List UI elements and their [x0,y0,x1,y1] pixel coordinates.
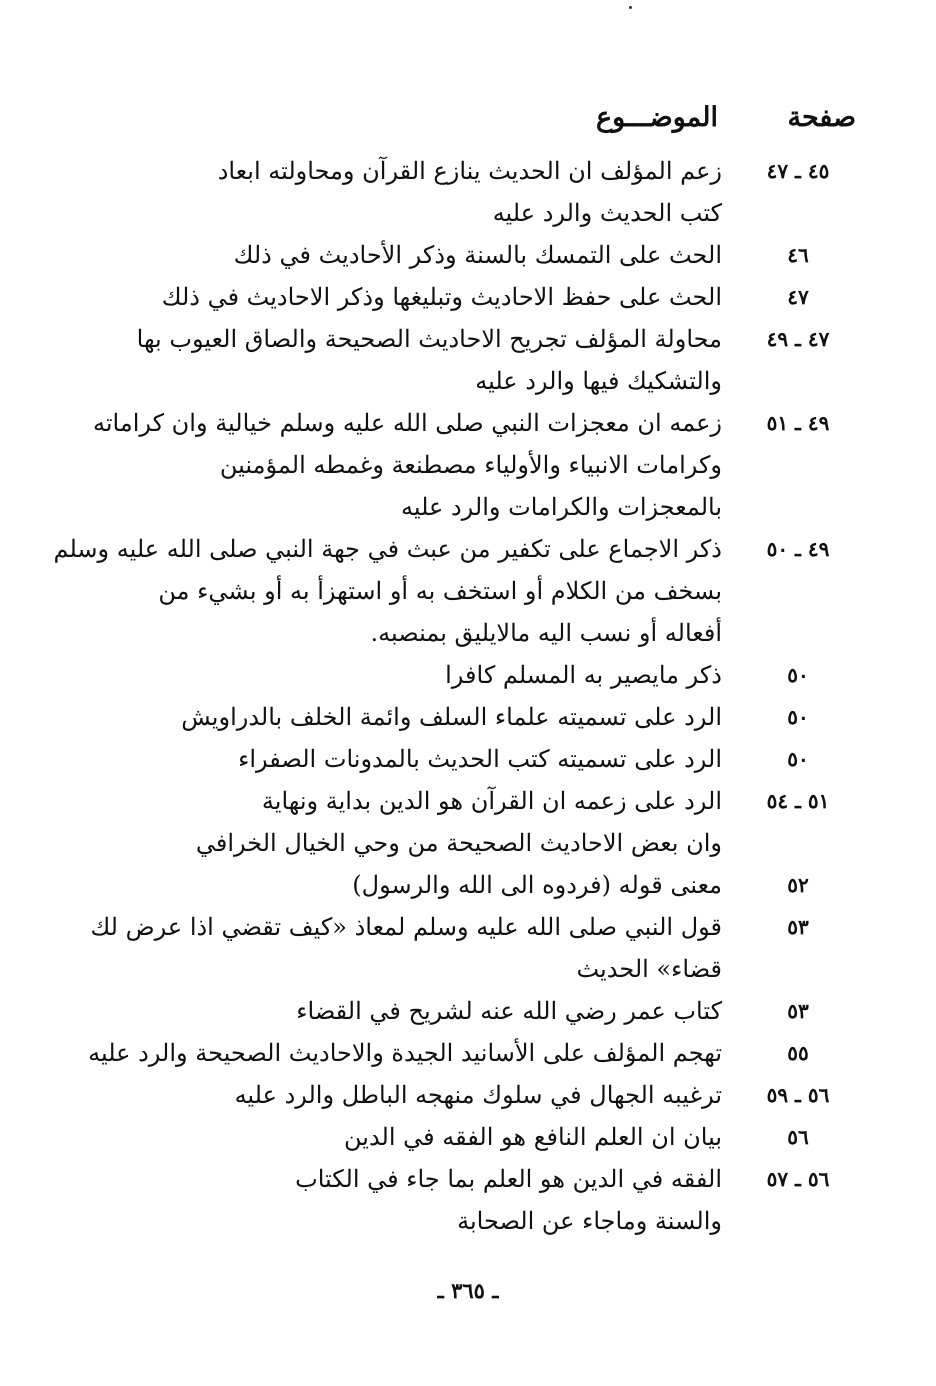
entry-topic-line: الرد على تسميته كتب الحديث بالمدونات الصفراء [238,745,722,773]
entry-page-range: ٤٧ ـ ٤٩ [766,327,830,351]
entry-topic-line: محاولة المؤلف تجريح الاحاديث الصحيحة والصاق العيوب بها [136,325,722,353]
index-entry [0,402,936,528]
entry-topic-line: الفقه في الدين هو العلم بما جاء في الكتاب [295,1165,722,1193]
entry-page-range: ٥٠ [787,705,809,729]
entry-topic-line: قول النبي صلى الله عليه وسلم لمعاذ «كيف تقضي اذا عرض لك [90,913,722,941]
entry-topic-line: ذكر مايصير به المسلم كافرا [445,661,722,689]
entry-topic-line: أفعاله أو نسب اليه مالايليق بمنصبه. [370,619,722,647]
index-entry [0,318,936,402]
entry-topic-line: الرد على زعمه ان القرآن هو الدين بداية ونهاية [261,787,722,815]
entry-topic [60,906,722,990]
entry-page-range: ٥٠ [787,663,809,687]
index-entry [0,654,936,696]
entry-topic-line: والسنة وماجاء عن الصحابة [457,1207,722,1235]
index-entry [0,864,936,906]
index-entry [0,906,936,990]
index-entry [0,990,936,1032]
index-header [0,102,936,146]
entry-topic [60,864,722,906]
entry-topic-line: كتاب عمر رضي الله عنه لشريح في القضاء [296,997,722,1025]
index-entry [0,780,936,864]
entry-topic [60,318,722,402]
entry-page-range: ٥٦ ـ ٥٧ [766,1167,830,1191]
entry-topic-line: معنى قوله (فردوه الى الله والرسول) [352,871,722,899]
entry-page-range: ٤٦ [787,243,809,267]
entry-topic-line: ترغيبه الجهال في سلوك منهجه الباطل والرد عليه [234,1081,722,1109]
entry-topic-line: ذكر الاجماع على تكفير من عبث في جهة النبي صلى الله عليه وسلم [53,535,722,563]
entry-topic-line: وكرامات الانبياء والأولياء مصطنعة وغمطه المؤمنين [219,451,722,479]
entry-page-range: ٥٥ [787,1041,809,1065]
index-entry [0,150,936,234]
index-entry [0,276,936,318]
entry-page-range: ٤٥ ـ ٤٧ [766,159,830,183]
index-entry [0,1158,936,1242]
entry-topic [60,402,722,528]
entry-topic-line: الحث على التمسك بالسنة وذكر الأحاديث في ذلك [233,241,722,269]
entry-page-range: ٤٩ ـ ٥٠ [766,537,830,561]
entry-page-range: ٤٧ [787,285,809,309]
entry-topic [60,276,722,318]
index-entry [0,234,936,276]
topic-column-heading: الموضـــوع [595,102,718,133]
entry-topic-line: كتب الحديث والرد عليه [492,199,722,227]
entry-topic-line: الرد على تسميته علماء السلف وائمة الخلف بالدراويش [181,703,722,731]
entry-topic-line: بسخف من الكلام أو استخف به أو استهزأ به أو بشيء من [158,577,722,605]
entry-page-range: ٥٣ [787,915,809,939]
entry-topic-line: قضاء» الحديث [576,955,722,983]
index-entry [0,528,936,654]
entry-page-range: ٥٢ [787,873,809,897]
entry-topic [60,654,722,696]
entry-topic [60,1032,722,1074]
entry-page-range: ٥٣ [787,999,809,1023]
entry-topic [60,780,722,864]
entry-page-range: ٥١ ـ ٥٤ [766,789,830,813]
entry-topic-line: وان بعض الاحاديث الصحيحة من وحي الخيال الخرافي [195,829,722,857]
entry-topic [60,738,722,780]
entry-topic-line: بالمعجزات والكرامات والرد عليه [400,493,722,521]
speck-mark [629,6,632,9]
index-entry [0,696,936,738]
entry-topic [60,1158,722,1242]
entry-topic [60,234,722,276]
entry-topic [60,1116,722,1158]
entry-page-range: ٥٠ [787,747,809,771]
entry-topic [60,990,722,1032]
index-entry [0,1074,936,1116]
entry-topic [53,528,722,654]
entry-topic [60,696,722,738]
entry-topic-line: تهجم المؤلف على الأسانيد الجيدة والاحاديث الصحيحة والرد عليه [88,1039,722,1067]
entry-topic-line: زعمه ان معجزات النبي صلى الله عليه وسلم خيالية وان كراماته [93,409,722,437]
entry-topic-line: زعم المؤلف ان الحديث ينازع القرآن ومحاولته ابعاد [217,157,722,185]
entry-topic [60,150,722,234]
entry-page-range: ٥٦ [787,1125,809,1149]
entry-topic-line: الحث على حفظ الاحاديث وتبليغها وذكر الاحاديث في ذلك [161,283,722,311]
page-number: ـ ٣٦٥ ـ [437,1278,499,1303]
entry-topic-line: والتشكيك فيها والرد عليه [475,367,722,395]
index-entry [0,738,936,780]
index-entry [0,1032,936,1074]
entry-page-range: ٥٦ ـ ٥٩ [766,1083,830,1107]
entry-topic [60,1074,722,1116]
index-entries [0,150,936,1242]
index-entry [0,1116,936,1158]
entry-topic-line: بيان ان العلم النافع هو الفقه في الدين [344,1123,722,1151]
entry-page-range: ٤٩ ـ ٥١ [766,411,830,435]
page-column-heading: صفحة [787,102,856,133]
